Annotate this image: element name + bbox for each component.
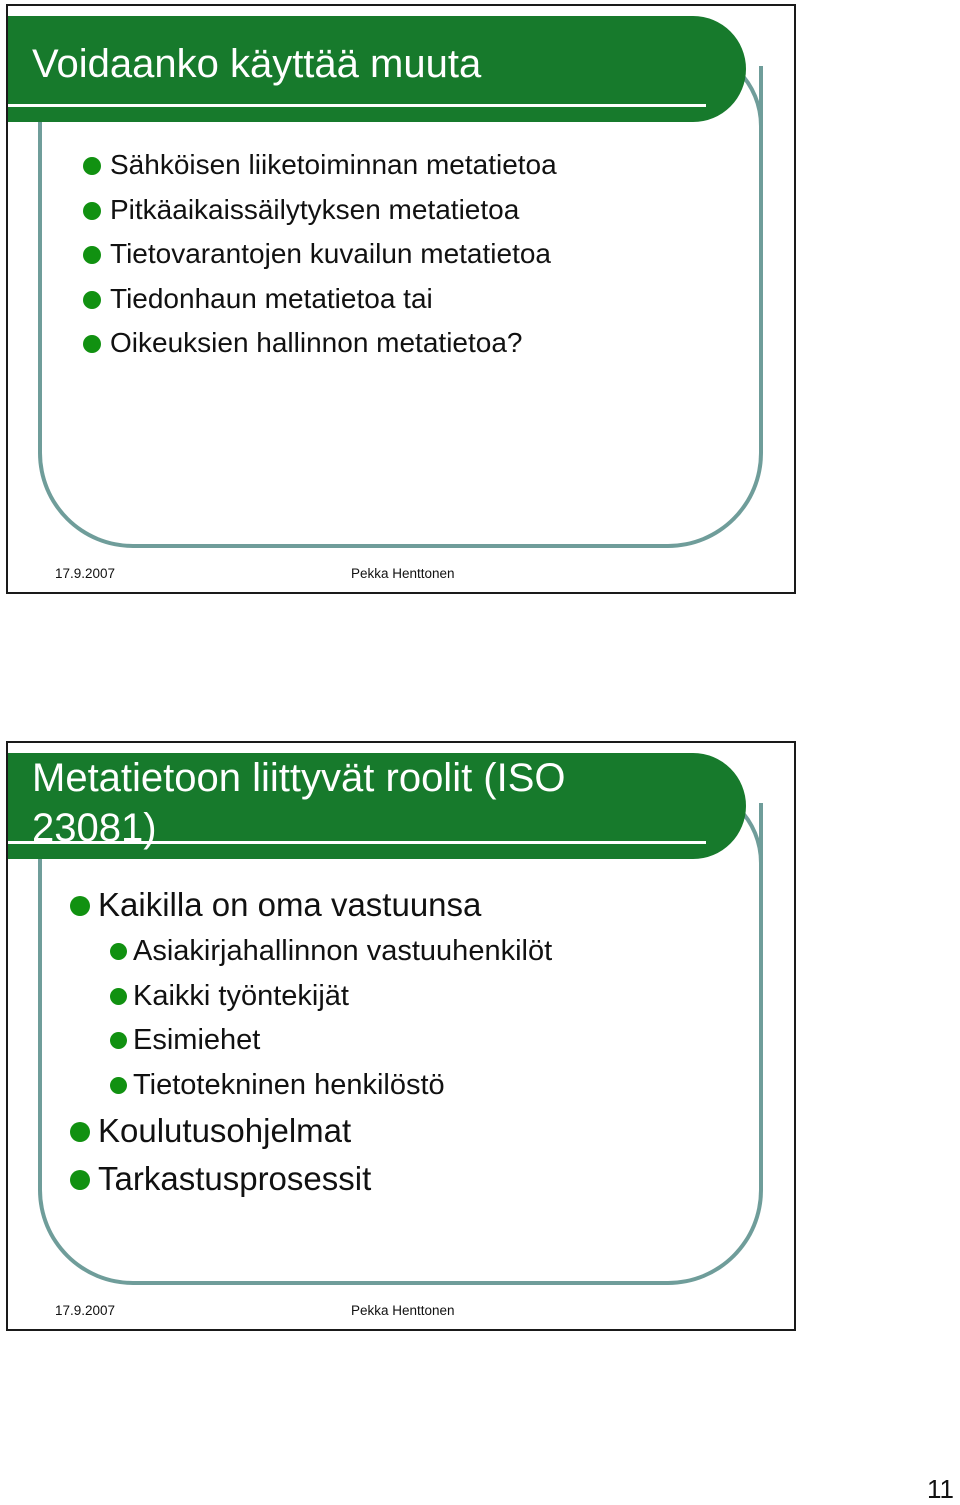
bullet-item: [70, 883, 552, 931]
title-underline: [8, 104, 706, 107]
bullet-text: Asiakirjahallinnon vastuuhenkilöt: [133, 935, 553, 967]
bullet-dot-icon: [83, 291, 101, 309]
bullet-dot-icon: [83, 246, 101, 264]
sub-bullet-item: [70, 976, 552, 1021]
bullet-dot-icon: [70, 1170, 90, 1190]
slide-title: Metatietoon liittyvät roolit (ISO 23081): [32, 756, 566, 850]
bullet-item: [83, 280, 557, 325]
bullet-text: Tiedonhaun metatietoa tai: [110, 282, 433, 314]
bullet-dot-icon: [110, 988, 127, 1005]
footer-author: Pekka Henttonen: [351, 1303, 455, 1318]
sub-bullet-item: [70, 1020, 552, 1065]
bullet-text: Esimiehet: [133, 1024, 261, 1056]
bullet-dot-icon: [70, 1122, 90, 1142]
bullet-dot-icon: [110, 1032, 127, 1049]
sub-bullet-item: [70, 931, 552, 976]
bullet-text: Tarkastusprosessit: [98, 1160, 372, 1197]
bullet-item: [83, 235, 557, 280]
bullet-list: [83, 146, 557, 369]
page-number: 11: [927, 1474, 954, 1504]
bullet-dot-icon: [110, 1077, 127, 1094]
bullet-dot-icon: [83, 335, 101, 353]
bullet-text: Tietovarantojen kuvailun metatietoa: [110, 238, 551, 269]
bullet-dot-icon: [70, 896, 90, 916]
bullet-text: Kaikilla on oma vastuunsa: [98, 886, 482, 923]
bullet-text: Sähköisen liiketoiminnan metatietoa: [110, 149, 557, 180]
bullet-item: [83, 191, 557, 236]
bullet-dot-icon: [110, 943, 127, 960]
footer-author: Pekka Henttonen: [351, 566, 455, 581]
bullet-text: Kaikki työntekijät: [133, 979, 349, 1012]
bullet-dot-icon: [83, 157, 101, 175]
bullet-item: [83, 146, 557, 191]
slide-1: [6, 4, 796, 594]
bullet-item: [70, 1109, 552, 1157]
bullet-text: Oikeuksien hallinnon metatietoa?: [110, 327, 523, 358]
bullet-text: Pitkäaikaissäilytyksen metatietoa: [110, 193, 520, 225]
footer-date: 17.9.2007: [55, 1303, 116, 1318]
slide-title: Voidaanko käyttää muuta: [32, 42, 482, 86]
bullet-dot-icon: [83, 202, 101, 220]
footer-date: 17.9.2007: [55, 566, 116, 581]
slide-2: [6, 741, 796, 1331]
bullet-list: [70, 883, 552, 1205]
sub-bullet-item: [70, 1065, 552, 1110]
bullet-item: [83, 324, 557, 369]
bullet-item: [70, 1157, 552, 1205]
bullet-text: Tietotekninen henkilöstö: [133, 1068, 445, 1101]
bullet-text: Koulutusohjelmat: [98, 1112, 352, 1149]
